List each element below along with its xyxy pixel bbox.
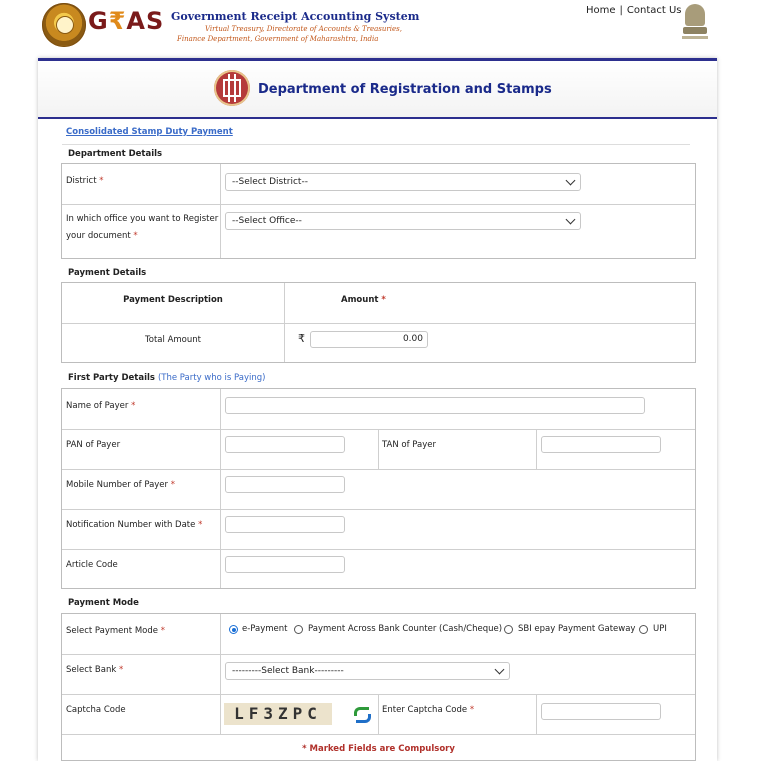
payer-name-input[interactable] [225,397,645,414]
payment-mode-label: Select Payment Mode * [66,626,165,636]
national-emblem-icon [682,2,708,46]
payer-name-label: Name of Payer * [66,401,136,411]
select-bank-label: Select Bank * [66,665,124,675]
bank-select[interactable]: ---------Select Bank--------- [225,662,510,680]
chevron-down-icon [566,215,576,225]
payment-mode-box [61,613,696,761]
district-select[interactable]: --Select District-- [225,173,581,191]
compulsory-note: * Marked Fields are Compulsory [302,744,455,754]
department-title: Department of Registration and Stamps [258,82,552,97]
radio-sbi-epay-label[interactable]: SBI epay Payment Gateway [518,624,636,634]
captcha-input[interactable] [541,703,661,720]
total-amount-label: Total Amount [145,335,201,345]
registration-department-logo-icon [214,70,250,106]
notification-input[interactable] [225,516,345,533]
payment-details-title: Payment Details [68,268,147,278]
home-link[interactable]: Home [586,5,616,16]
radio-upi[interactable] [639,625,648,634]
payment-details-box [61,282,696,363]
captcha-image: LF3ZPC [224,703,332,725]
captcha-label: Captcha Code [66,705,126,715]
payment-mode-title: Payment Mode [68,598,139,608]
department-details-title: Department Details [68,149,163,159]
consolidated-stamp-duty-link[interactable]: Consolidated Stamp Duty Payment [66,127,233,137]
chevron-down-icon [566,176,576,186]
top-navigation [586,5,682,16]
rupee-icon: ₹ [298,332,305,345]
office-select[interactable]: --Select Office-- [225,212,581,230]
office-label-line2: your document * [66,231,138,241]
chevron-down-icon [495,665,505,675]
radio-upi-label[interactable]: UPI [653,624,667,634]
radio-sbi-epay[interactable] [504,625,513,634]
pan-label: PAN of Payer [66,440,121,450]
first-party-details-title: First Party Details (The Party who is Paying) [68,373,266,383]
contact-us-link[interactable]: Contact Us [626,5,682,16]
pan-input[interactable] [225,436,345,453]
grass-logo-text: G₹AS [88,7,165,35]
article-code-input[interactable] [225,556,345,573]
tan-label: TAN of Payer [382,440,437,450]
radio-e-payment[interactable] [229,625,238,634]
system-subtitle-line2: Finance Department, Government of Maharashtra, India [177,35,379,43]
mobile-label: Mobile Number of Payer * [66,480,175,490]
grass-emblem-icon [42,3,86,47]
divider [62,144,690,145]
mobile-input[interactable] [225,476,345,493]
system-title: Government Receipt Accounting System [171,10,420,23]
amount-header: Amount * [341,295,386,305]
total-amount-input[interactable]: 0.00 [310,331,428,348]
system-subtitle-line1: Virtual Treasury, Directorate of Accounts & Treasuries, [205,25,402,33]
district-label: District * [66,176,104,186]
radio-e-payment-label[interactable]: e-Payment [242,624,288,634]
first-party-details-box [61,388,696,589]
article-code-label: Article Code [66,560,118,570]
department-header [38,61,717,119]
main-panel [38,58,717,761]
top-header [0,0,768,58]
notification-label: Notification Number with Date * [66,520,203,530]
nav-separator: | [619,5,623,16]
department-details-box [61,163,696,259]
refresh-captcha-icon[interactable] [352,705,370,723]
radio-bank-counter[interactable] [294,625,303,634]
office-label-line1: In which office you want to Register [66,214,219,224]
tan-input[interactable] [541,436,661,453]
payment-description-header: Payment Description [123,295,223,305]
radio-bank-counter-label[interactable]: Payment Across Bank Counter (Cash/Cheque) [308,624,503,634]
enter-captcha-label: Enter Captcha Code * [382,705,475,715]
